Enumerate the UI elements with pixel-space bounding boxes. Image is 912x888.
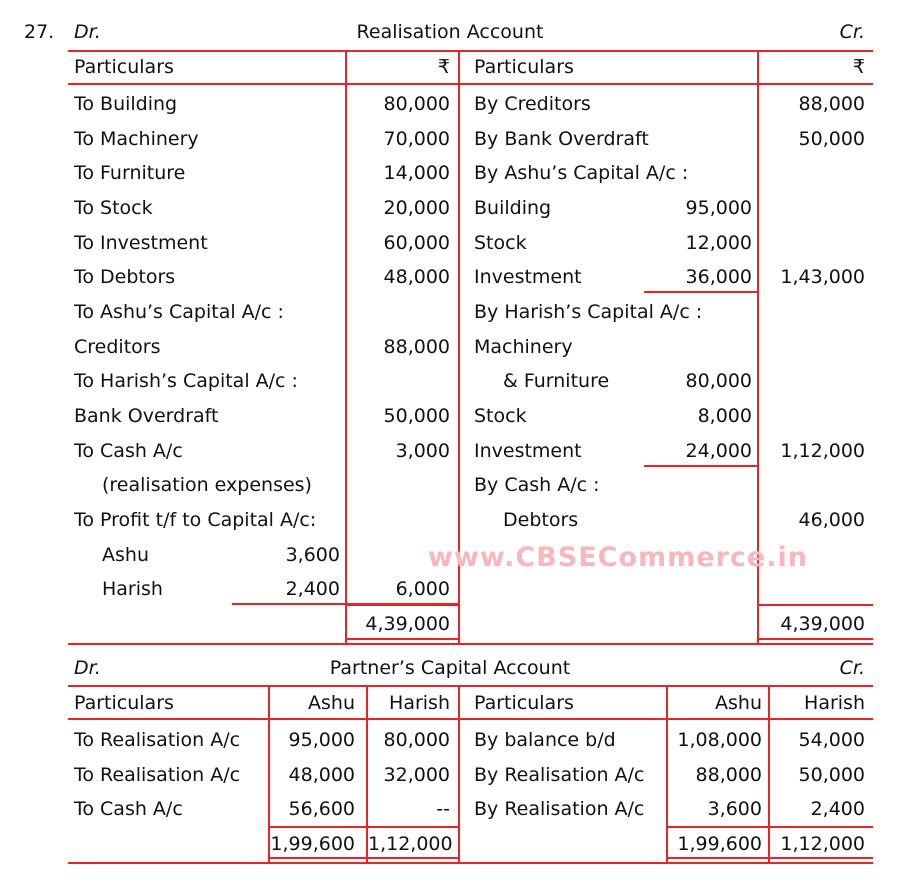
realisation-cr-label: Cr. — [839, 21, 865, 43]
capital-debit-ashu: 95,000 — [288, 729, 355, 751]
capital-credit-harish: 54,000 — [798, 729, 865, 751]
realisation-credit-line: Investment — [474, 266, 582, 288]
capital-debit-ashu: 48,000 — [288, 764, 355, 786]
capital-debit-particular: To Cash A/c — [74, 798, 183, 820]
realisation-credit-inner-amount: 80,000 — [685, 370, 752, 392]
realisation-credit-line: Investment — [474, 440, 582, 462]
realisation-debit-line: Creditors — [74, 336, 161, 358]
capital-credit-harish: 50,000 — [798, 764, 865, 786]
realisation-debit-line: To Profit t/f to Capital A/c: — [74, 509, 317, 531]
realisation-credit-line: By Creditors — [474, 93, 591, 115]
capital-cr-label: Cr. — [839, 657, 865, 679]
realisation-harish-underline — [644, 465, 758, 467]
realisation-credit-line: & Furniture — [503, 370, 610, 392]
realisation-dr-label: Dr. — [74, 21, 101, 43]
capital-header-ashu-dr: Ashu — [308, 692, 355, 714]
question-number: 27. — [24, 21, 55, 43]
capital-debit-particular: To Realisation A/c — [74, 764, 241, 786]
capital-total-bottom-line-cr — [667, 857, 873, 859]
realisation-header-rupee-dr: ₹ — [437, 56, 450, 78]
realisation-debit-line: To Furniture — [74, 162, 186, 184]
capital-debit-harish: 80,000 — [383, 729, 450, 751]
realisation-header-particulars-cr: Particulars — [474, 56, 574, 78]
capital-total-dr-ashu: 1,99,600 — [270, 833, 355, 855]
realisation-debit-amount: 60,000 — [383, 232, 450, 254]
realisation-credit-line: By Cash A/c : — [474, 474, 600, 496]
realisation-total-top-line-dr — [346, 604, 459, 606]
realisation-credit-amount: 46,000 — [798, 509, 865, 531]
realisation-debit-line: (realisation expenses) — [102, 474, 312, 496]
realisation-debit-line: To Ashu’s Capital A/c : — [74, 301, 284, 323]
realisation-credit-line: Machinery — [474, 336, 573, 358]
realisation-debit-line: Bank Overdraft — [74, 405, 219, 427]
capital-total-top-line-dr — [269, 826, 459, 828]
realisation-header-rupee-cr: ₹ — [852, 56, 865, 78]
realisation-credit-inner-amount: 36,000 — [685, 266, 752, 288]
capital-debit-ashu: 56,600 — [288, 798, 355, 820]
realisation-debit-amount: 50,000 — [383, 405, 450, 427]
capital-title: Partner’s Capital Account — [329, 657, 571, 679]
capital-vline-3 — [458, 685, 460, 863]
capital-credit-harish: 2,400 — [810, 798, 865, 820]
realisation-debit-line: To Debtors — [74, 266, 176, 288]
realisation-credit-amount: 50,000 — [798, 128, 865, 150]
realisation-ashu-underline — [644, 291, 758, 293]
realisation-debit-line: To Harish’s Capital A/c : — [74, 370, 298, 392]
capital-header-ashu-cr: Ashu — [715, 692, 762, 714]
realisation-total-dr: 4,39,000 — [365, 613, 450, 635]
realisation-debit-line: To Cash A/c — [74, 440, 183, 462]
realisation-credit-line: By Ashu’s Capital A/c : — [474, 162, 689, 184]
realisation-debit-line: To Building — [74, 93, 178, 115]
realisation-debit-line: Harish — [102, 578, 163, 600]
capital-header-bottom-line — [68, 718, 873, 720]
capital-credit-ashu: 3,600 — [707, 798, 762, 820]
capital-total-bottom-line-dr — [269, 857, 459, 859]
watermark-text: www.CBSECommerce.in — [428, 542, 808, 573]
realisation-credit-amount: 1,12,000 — [780, 440, 865, 462]
realisation-credit-line: Debtors — [503, 509, 579, 531]
realisation-title: Realisation Account — [356, 21, 544, 43]
realisation-bottom-line — [68, 643, 873, 645]
realisation-debit-amount: 48,000 — [383, 266, 450, 288]
realisation-credit-line: Building — [474, 197, 552, 219]
realisation-total-cr: 4,39,000 — [780, 613, 865, 635]
capital-bottom-line — [68, 862, 873, 864]
capital-header-harish-cr: Harish — [804, 692, 865, 714]
capital-dr-label: Dr. — [74, 657, 101, 679]
realisation-credit-line: By Bank Overdraft — [474, 128, 649, 150]
realisation-credit-amount: 88,000 — [798, 93, 865, 115]
realisation-credit-inner-amount: 12,000 — [685, 232, 752, 254]
realisation-credit-line: Stock — [474, 405, 527, 427]
realisation-header-bottom-line — [68, 83, 873, 85]
realisation-header-top-line — [68, 50, 873, 52]
realisation-debit-inner-amount: 2,400 — [285, 578, 340, 600]
capital-credit-ashu: 1,08,000 — [677, 729, 762, 751]
capital-total-cr-ashu: 1,99,600 — [677, 833, 762, 855]
realisation-debit-amount: 80,000 — [383, 93, 450, 115]
realisation-credit-line: Stock — [474, 232, 527, 254]
realisation-debit-amount: 88,000 — [383, 336, 450, 358]
realisation-debit-line: To Investment — [74, 232, 208, 254]
capital-credit-particular: By balance b/d — [474, 729, 616, 751]
capital-total-dr-harish: 1,12,000 — [368, 833, 453, 855]
realisation-total-bottom-line-cr — [758, 638, 873, 640]
realisation-debit-amount: 14,000 — [383, 162, 450, 184]
realisation-debit-inner-amount: 3,600 — [285, 544, 340, 566]
realisation-credit-inner-amount: 8,000 — [697, 405, 752, 427]
realisation-credit-inner-amount: 95,000 — [685, 197, 752, 219]
realisation-total-top-line-cr — [758, 604, 873, 606]
realisation-debit-amount: 70,000 — [383, 128, 450, 150]
realisation-header-particulars-dr: Particulars — [74, 56, 174, 78]
realisation-debit-line: Ashu — [102, 544, 149, 566]
capital-debit-harish: -- — [436, 798, 450, 820]
realisation-total-bottom-line-dr — [346, 638, 459, 640]
realisation-debit-amount: 6,000 — [395, 578, 450, 600]
capital-header-harish-dr: Harish — [389, 692, 450, 714]
capital-header-particulars-cr: Particulars — [474, 692, 574, 714]
capital-header-top-line — [68, 685, 873, 687]
capital-debit-harish: 32,000 — [383, 764, 450, 786]
capital-total-cr-harish: 1,12,000 — [780, 833, 865, 855]
realisation-credit-amount: 1,43,000 — [780, 266, 865, 288]
capital-credit-particular: By Realisation A/c — [474, 764, 645, 786]
capital-total-top-line-cr — [667, 826, 873, 828]
capital-credit-ashu: 88,000 — [695, 764, 762, 786]
capital-header-particulars-dr: Particulars — [74, 692, 174, 714]
capital-credit-particular: By Realisation A/c — [474, 798, 645, 820]
capital-debit-particular: To Realisation A/c — [74, 729, 241, 751]
realisation-debit-amount: 3,000 — [395, 440, 450, 462]
realisation-debit-line: To Machinery — [74, 128, 199, 150]
realisation-debit-line: To Stock — [74, 197, 153, 219]
realisation-credit-line: By Harish’s Capital A/c : — [474, 301, 703, 323]
capital-vline-4 — [666, 685, 668, 863]
realisation-debit-amount: 20,000 — [383, 197, 450, 219]
realisation-credit-inner-amount: 24,000 — [685, 440, 752, 462]
